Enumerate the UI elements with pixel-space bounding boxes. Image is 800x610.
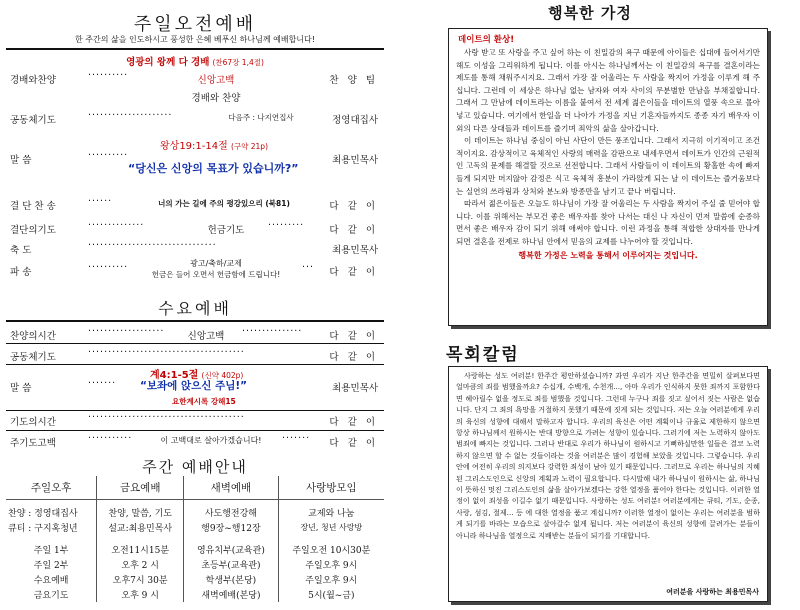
row-content: 신앙고백 (197, 75, 235, 86)
pastoral-column-box (448, 366, 768, 602)
divider (6, 430, 384, 431)
leader-dots: ·········· (88, 262, 129, 273)
row-content: 너의 가는 길에 주의 평강있으리 (북81) (158, 199, 290, 208)
divider (6, 364, 384, 365)
opening-hymn-note: (찬67장 1,4절) (212, 58, 264, 67)
row-label: 말 씀 (10, 155, 32, 166)
table-cell: 새벽예배(본당) (184, 587, 279, 602)
table-cell: 수요예배 (6, 572, 97, 587)
sunday-subtitle: 한 주간의 삶을 인도하시고 풍성한 은혜 베푸신 하나님께 예배합니다! (75, 35, 315, 44)
leader-dots: ··········· (88, 433, 133, 444)
leader-dots: ······································· (88, 412, 245, 423)
wednesday-title: 수요예배 (158, 299, 232, 318)
row-label: 파 송 (10, 267, 32, 278)
divider (6, 320, 384, 322)
row-label: 기도의시간 (10, 417, 56, 428)
leader-dots: ····················· (88, 110, 173, 121)
leader-dots: ··············· (242, 326, 303, 337)
row-label: 결단의기도 (10, 225, 56, 236)
table-row (6, 500, 384, 521)
row-content: 경배와 찬양 (191, 93, 241, 104)
leader-dots: ······ (88, 196, 113, 207)
row-content: 광고/축하/교제 (190, 259, 242, 268)
table-row (6, 572, 384, 587)
leader-dots: ··················· (88, 326, 165, 337)
table-cell: 찬양 : 정영대집사 (6, 500, 97, 521)
row-label: 공동체기도 (10, 115, 56, 126)
row-leader: 최용민목사 (332, 245, 378, 256)
leader-dots: ··· (302, 262, 315, 273)
family-paragraph: 따라서 젊은이들은 오늘도 하나님이 가장 잘 어울리는 두 사람을 짝지어 주실 줄 믿어야 합니다. 이를 위해서는 부모건 좋은 배우자를 찾아 나서는 대신 나 자신이 먼저 말씀에 순종하면서 좋은 배우자 감이 되기 위해 애써야 합니다. 이런 과정을 통해 적합한 상대자를 만나게 되면 결혼을 전제로 하나님 안에서 믿음의 교제를 나누어야 할 것입니다. (456, 199, 760, 246)
leader-dots: ······· (88, 378, 117, 389)
table-header-row (6, 476, 384, 500)
weekly-schedule-table (6, 476, 384, 602)
family-paragraph: 사랑 받고 또 사랑을 주고 싶어 하는 이 친밀감의 욕구 때문에 아이들은 십대에 들어서기만 해도 이성을 그리워하게 됩니다. 이를 아시는 하나님께서는 이 친밀감의 욕구를 결혼이라는 제도를 통해 채워주시지요. 그래서 가장 잘 어울리는 두 사람을 짝지어 가정을 이루게 해 주십니다. 그런데 이 세상은 하나님 없는 남자와 여자 사이의 무분별한 만남을 부채질합니다. 그래서 그 만남에 데이트라는 이름을 붙여서 전 세계 젊은이들을 데이트의 열풍 속으로 몰아넣고 있습니다. 여기에서 한일을 더 나아가 가정을 지닌 기혼자들까지도 종종 자기 배우자 이외의 다른 상대들과 데이트를 즐기며 죄악의 삶을 살아갑니다. (456, 48, 760, 133)
row-label: 결 단 찬 송 (10, 201, 56, 212)
divider (6, 410, 384, 411)
row-leader: 찬 양 팀 (329, 75, 378, 86)
header-cell: 사랑방모임 (278, 476, 384, 500)
leader-dots: ································ (88, 240, 217, 251)
table-cell: 5시(월~금) (308, 591, 355, 601)
row-leader: 다 같 이 (329, 267, 378, 278)
row-content: 신앙고백 (187, 331, 225, 342)
table-cell: 주일오후 9시 (305, 561, 358, 571)
family-article-box (448, 28, 768, 326)
service-row (6, 347, 384, 363)
column-title: 목회칼럼 (446, 345, 520, 365)
leader-dots: ······································· (88, 347, 245, 358)
table-cell: 주일 1부 (6, 542, 97, 557)
row-label: 찬양의시간 (10, 331, 56, 342)
service-row (6, 240, 384, 256)
row-label: 주기도고백 (10, 438, 56, 449)
leader-dots: ·········· (88, 70, 129, 81)
divider (6, 48, 384, 50)
dismiss-note: 헌금은 들어 오면서 헌금함에 드립니다! (151, 270, 281, 279)
row-label: 축 도 (10, 245, 32, 256)
service-row (6, 433, 384, 449)
divider (6, 343, 384, 344)
leader-dots: ·········· (88, 150, 129, 161)
row-leader: 다 같 이 (329, 352, 378, 363)
header-cell: 새벽예배 (184, 476, 279, 500)
table-cell: 영유치부(교육관) (184, 542, 279, 557)
row-leader: 최용민목사 (332, 155, 378, 166)
table-cell: 오후 9 시 (97, 587, 184, 602)
table-cell: 행9장~행12장 (184, 520, 279, 542)
table-cell: 주일 2부 (6, 557, 97, 572)
table-cell: 주일오후 9시 (305, 576, 358, 586)
row-leader: 정영대집사 (332, 115, 378, 126)
header-cell: 주일오후 (6, 476, 97, 500)
sunday-sermon-title: “당신은 신앙의 목표가 있습니까?” (128, 162, 299, 175)
leader-dots: ·············· (88, 220, 145, 231)
table-row (6, 557, 384, 572)
service-row (6, 326, 384, 342)
column-text: 사랑하는 성도 여러분! 한주간 평안하셨습니까? 과연 우리가 지난 한주간을 면밀히 살펴보다면 얼마큼의 죄를 범했을까요? 수십개, 수백개, 수천개..., 아마 우리가 인식하지 못한 죄까지 포함한다면 헤아릴수 없을 정도로 죄를 범했을 것입니다. 그런데 누구나 죄를 짓고 싶어서 짓는 사람은 없습니다. 단지 그 죄의 욕망을 거절하지 못했기 때문에 짓게 되는 것입니다. 저는 오늘 여러분에게 우리의 육신의 성향에 대해서 말하고자 합니다. 우리의 육신은 어떤 계획이나 규율로 제한하지 않으면 항상 하나님께서 원하시는 반대 방향으로 가려는 성향이 있습니다. 그러기에 저는 노력하지 않아도 범죄에 빠지는 것입니다. 그러나 반대로 우리가 하나님이 원하시고 기뻐하실만한 일들은 결코 노력하지 않으면 할 수 없는 것들이라는 것을 여러분은 많이 경험해 보았을 것입니다. 그렇습니다. 우리안에 여전히 우리의 의지보다 강력한 죄성이 남아 있기 때문입니다. 그러므로 우리는 하나님의 지혜된 그리스도인으로 신앙의 계획과 노력이 필요합니다. 다시말해 내가 하나님이 원하시는 삶, 하나님이 뜻하신 멋진 그리스도인의 삶을 살아가보겠다는 강한 열정을 품어야 한다는 것입니다. 이러한 열정이 없이 죄성을 이길수 없기 때문입니다. 사랑하는 성도 여러분! 여러분에게는 큐티, 기도, 순종, 사랑, 섬김, 절제... 등 에 대한 열정을 품고 계십니까? 이러한 열정이 없이는 우리는 여러분을 범하게 되기를 바라는 모습으로 살아갈수 없게 됩니다. 저는 여러분이 육신의 성향에 끌려가는 분들이 아니라 하나님을 열정으로 지배받는 분들이 되기를 기대합니다. (456, 371, 760, 540)
scripture-ref: 계4:1-5절 (150, 370, 199, 381)
family-title: 행복한 가정 (548, 4, 632, 22)
table-cell: 학생부(본당) (184, 572, 279, 587)
row-leader: 다 같 이 (329, 331, 378, 342)
row-leader: 다 같 이 (329, 417, 378, 428)
table-cell: 장년, 청년 사랑방 (300, 523, 363, 532)
column-signature: 여러분을 사랑하는 최용민목사 (666, 588, 759, 596)
service-row (6, 412, 384, 428)
table-row (6, 542, 384, 557)
row-label: 경배와찬양 (10, 75, 56, 86)
row-leader: 다 같 이 (329, 225, 378, 236)
row-label: 공동체기도 (10, 352, 56, 363)
family-paragraph: 이 데이트는 하나님 중심이 아닌 사단이 만든 풍조입니다. 그래서 지극히 이기적이고 조건적이지요. 감상적이고 육체적인 사랑의 매력을 감판으로 내세우면서 데이트가 인간의 근원적인 고독의 문제를 해결할 것으로 선전합니다. 그래서 사람들이 이 데이트의 황홀한 속에 빠져들게 되지만 머지않아 감정은 식고 육체적 흥분이 가라앉게 되는 날 이 데이트는 즐거움보다는 실연의 쓰라림과 상처와 분노와 방종만을 남기고 끝나 버립니다. (456, 136, 760, 196)
opening-hymn (6, 54, 384, 68)
table-cell: 큐티 : 구지혹청년 (6, 520, 97, 542)
leader-dots: ········· (268, 220, 305, 231)
table-cell: 오후7시 30분 (97, 572, 184, 587)
service-row (6, 220, 384, 236)
row-label: 말 씀 (10, 383, 32, 394)
service-row (6, 88, 384, 104)
scripture-ref: 왕상19:1-14절 (160, 141, 228, 152)
scripture-page: (신약 402p) (201, 371, 244, 380)
table-cell: 오후 2 시 (97, 557, 184, 572)
table-cell: 오전11시15분 (97, 542, 184, 557)
service-row (6, 196, 384, 212)
row-content: 이 고백대로 살아가겠습니다! (160, 436, 262, 445)
scripture-page: (구약 21p) (230, 142, 268, 151)
table-cell: 금요기도 (6, 587, 97, 602)
table-cell: 초등부(교육관) (184, 557, 279, 572)
row-content: 헌금기도 (207, 225, 245, 236)
service-row (6, 110, 384, 126)
weekly-title: 주간 예배안내 (142, 458, 248, 476)
table-cell: 교제와 나눔 (308, 509, 355, 519)
wed-series: 요한계시록 강해15 (172, 397, 236, 406)
family-heading: 데이트의 환상! (458, 35, 515, 45)
table-cell: 사도행전강해 (184, 500, 279, 521)
service-row (6, 258, 384, 286)
row-leader: 다 같 이 (329, 438, 378, 449)
header-cell: 금요예배 (97, 476, 184, 500)
sunday-title: 주일오전예배 (133, 14, 257, 35)
table-row (6, 520, 384, 542)
table-cell: 찬양, 말씀, 기도 (97, 500, 184, 521)
row-leader: 최용민목사 (332, 383, 378, 394)
table-cell: 주일오전 10시30분 (292, 546, 371, 556)
service-row (6, 70, 384, 86)
wed-sermon-title: “보좌에 앉으신 주님!” (140, 380, 248, 392)
table-row (6, 587, 384, 602)
family-closing: 행복한 가정은 노력을 통해서 이루어지는 것입니다. (518, 250, 698, 260)
row-content: 다음주 : 나지연집사 (228, 113, 294, 122)
leader-dots: ······· (282, 433, 311, 444)
opening-hymn-title: 영광의 왕께 다 경배 (126, 57, 210, 68)
row-leader: 다 같 이 (329, 201, 378, 212)
table-cell: 설교:최용민목사 (97, 520, 184, 542)
